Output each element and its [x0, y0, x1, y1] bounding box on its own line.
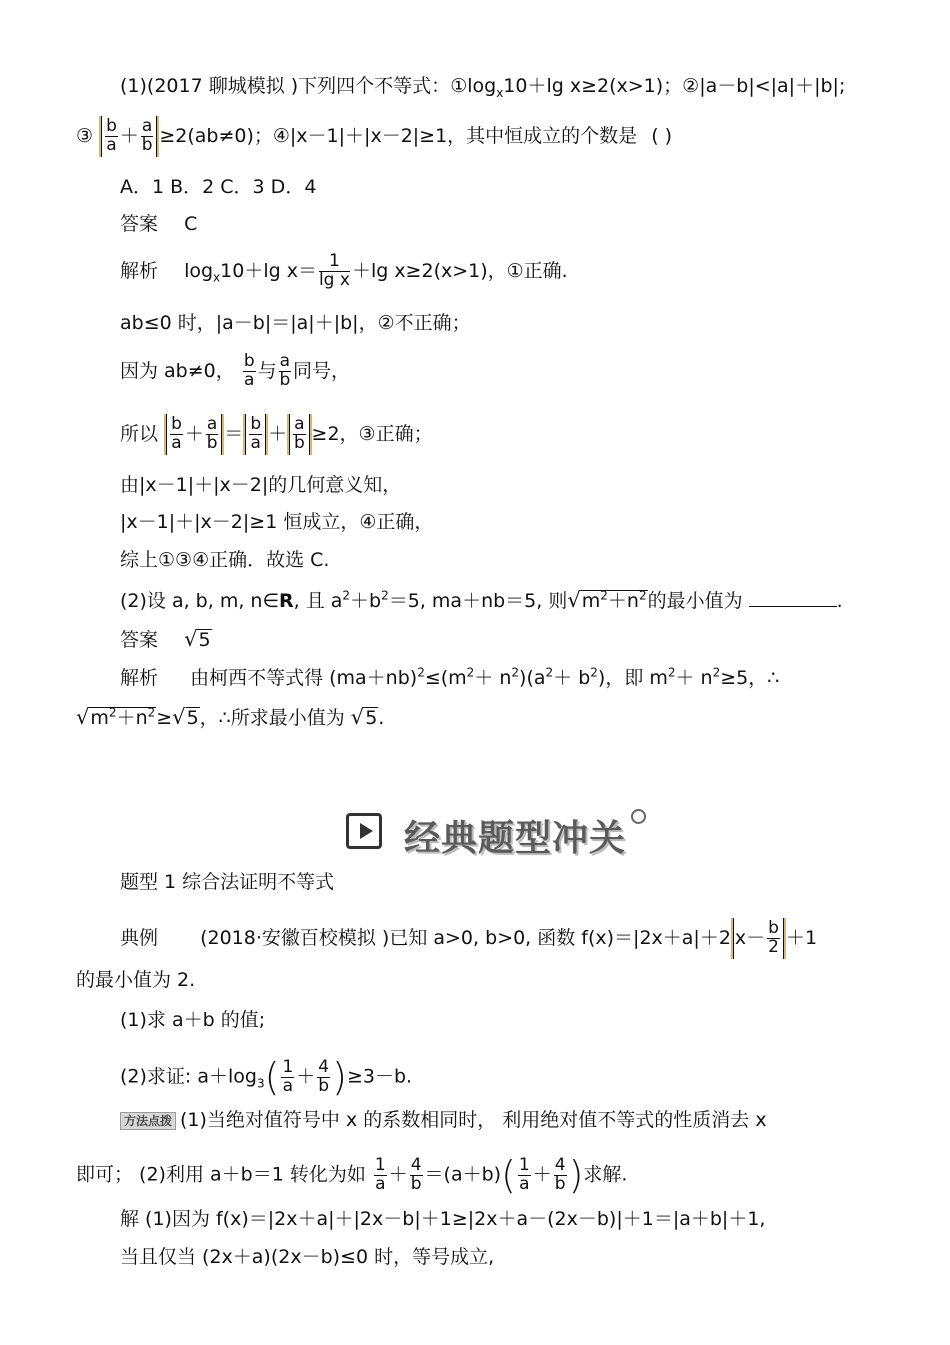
superscript: 2: [712, 665, 721, 680]
solution-type-1-line-2: 当且仅当 (2x＋a)(2x－b)≤0 时，等号成立,: [120, 1246, 495, 1268]
radicand: 5: [365, 707, 378, 729]
fraction: [293, 416, 305, 453]
denominator: lg x: [318, 269, 350, 290]
fraction: [319, 253, 350, 290]
denominator: a: [244, 369, 255, 390]
subscript: x: [213, 270, 221, 285]
numerator: a: [294, 414, 305, 434]
numerator: 1: [374, 1154, 386, 1175]
text: m: [581, 590, 601, 612]
plus: ＋: [607, 590, 627, 612]
text: log: [184, 259, 214, 282]
text: ≥3－b.: [346, 1065, 413, 1088]
numerator: 1: [282, 1056, 294, 1077]
superscript: 2: [417, 665, 425, 680]
text: )，即 m: [597, 667, 668, 689]
superscript: 2: [108, 705, 117, 720]
text: m: [90, 707, 109, 729]
text: (2)设 a, b, m, n∈: [120, 590, 279, 612]
text: 所以: [120, 422, 159, 445]
plus: ＋: [388, 1163, 408, 1186]
text: 即可； (2)利用 a＋b＝1 转化为如: [76, 1163, 366, 1186]
problem-1-line-1: [120, 74, 845, 98]
fraction: [141, 118, 153, 155]
denominator: a: [171, 432, 182, 453]
denominator: a: [250, 432, 261, 453]
numerator: 4: [554, 1154, 566, 1175]
right-paren: ): [332, 1055, 347, 1099]
text: 由柯西不等式得 (ma＋nb): [190, 667, 418, 689]
numerator: b: [106, 116, 117, 136]
equals: ＝: [224, 422, 244, 445]
text: (2)求证: a＋log: [120, 1065, 257, 1088]
superscript: 2: [342, 588, 351, 603]
superscript: 2: [511, 665, 520, 680]
numerator: b: [250, 414, 262, 434]
radicand: [581, 590, 648, 611]
text: 求解.: [583, 1163, 628, 1186]
text: ①log: [450, 75, 497, 97]
problem-1-intro: (1)(2017 聊城模拟 )下列四个不等式：: [120, 75, 451, 97]
text: 同号，: [293, 359, 351, 382]
denominator: a: [519, 1173, 530, 1194]
question-2: [120, 1055, 413, 1099]
denominator: 2: [768, 936, 779, 957]
text: n: [626, 590, 639, 612]
denominator: b: [206, 432, 218, 453]
example-line-2: 的最小值为 2.: [76, 969, 196, 991]
text: ＋1: [785, 926, 818, 949]
solution-1-line-7: 综上①③④正确．故选 C.: [120, 549, 330, 571]
solution-2-line-1: [120, 666, 779, 690]
plus: ＋: [116, 707, 136, 729]
answer-line-1: [120, 212, 197, 236]
play-icon: [346, 813, 382, 849]
text: 因为 ab≠0，: [120, 359, 235, 382]
numerator: 4: [318, 1056, 330, 1077]
fraction: [170, 416, 183, 453]
text: n: [135, 707, 148, 729]
text: ≥: [156, 707, 173, 729]
text: ≥2，③正确；: [311, 422, 433, 445]
numerator: b: [768, 918, 779, 938]
fraction: [105, 118, 118, 155]
numerator: a: [141, 116, 153, 136]
fraction: [410, 1154, 423, 1194]
sqrt-icon: √: [184, 627, 198, 651]
text: 的最小值为: [647, 590, 743, 612]
answer-value: 5: [198, 629, 211, 651]
method-tip-line-2: [76, 1153, 628, 1197]
problem-1-line-2: [76, 118, 672, 155]
section-heading: [338, 805, 650, 857]
text: ＝5, ma＋nb＝5, 则: [388, 590, 568, 612]
example-line-1: [120, 920, 817, 957]
abs-expression: [243, 416, 268, 453]
numerator: b: [243, 351, 255, 371]
superscript: 2: [590, 665, 598, 680]
text: ＋ n: [675, 667, 713, 689]
answer-bracket: ( ): [651, 124, 673, 147]
superscript: 2: [667, 665, 676, 680]
solution-1-line-4: [120, 416, 433, 453]
fraction: [554, 1154, 567, 1194]
registered-circle-icon: [631, 809, 646, 824]
fraction: [243, 353, 256, 390]
plus: ＋: [184, 422, 204, 445]
solution-1-line-5: 由|x－1|＋|x－2|的几何意义知，: [120, 474, 402, 496]
text: ＋ n: [474, 667, 512, 689]
left-paren: (: [264, 1055, 280, 1099]
denominator: b: [318, 1075, 330, 1096]
answer-blank[interactable]: [749, 590, 837, 607]
section-title: 经典题型冲关: [404, 818, 627, 859]
fraction: [374, 1154, 387, 1194]
solution-1-line-1: [120, 253, 568, 290]
sqrt-icon: √: [350, 705, 365, 729]
fraction: [206, 416, 218, 453]
example-label: 典例: [120, 926, 159, 949]
real-set: R: [279, 590, 294, 612]
sqrt-icon: √: [76, 705, 90, 729]
plus: ＋: [268, 422, 288, 445]
problem-2-question: (2)设 a, b, m, n∈R, 且 $a^2+b^2=5$, ma＋nb＝5, 则$√m^2+n^2$的最小值为 .: [120, 588, 843, 612]
solution-1-line-2: ab≤0 时，|a－b|＝|a|＋|b|，②不正确；: [120, 312, 471, 334]
numerator: b: [171, 414, 182, 434]
text: ≥2(ab≠0)；④|x－1|＋|x－2|≥1，其中恒成立的个数是: [159, 124, 638, 147]
solution-1-line-6: |x－1|＋|x－2|≥1 恒成立，④正确，: [120, 511, 434, 533]
superscript: 2: [381, 588, 389, 603]
text: ，∴所求最小值为: [199, 707, 345, 729]
text: 10＋lg x≥2(x>1)；②|a－b|<|a|＋|b|;: [503, 75, 846, 97]
fraction: [518, 1154, 531, 1194]
numerator: 1: [319, 253, 350, 272]
question-1: (1)求 a＋b 的值;: [120, 1009, 266, 1031]
text: ＝(a＋b): [424, 1163, 502, 1186]
superscript: 2: [600, 588, 608, 603]
marker-3: ③: [76, 124, 94, 147]
numerator: a: [206, 414, 218, 434]
fraction: [317, 1056, 330, 1096]
denominator: b: [554, 1173, 566, 1194]
denominator: a: [282, 1075, 294, 1096]
solution-1-line-3: [120, 353, 350, 390]
denominator: b: [293, 432, 305, 453]
denominator: a: [375, 1173, 386, 1194]
type-1-title: 题型 1 综合法证明不等式: [120, 871, 335, 893]
answer-label: 答案: [120, 629, 159, 651]
text: ＋ b: [553, 667, 591, 689]
right-paren: ): [568, 1153, 584, 1197]
denominator: b: [141, 134, 153, 155]
text: .: [378, 707, 385, 729]
numerator: 1: [518, 1154, 530, 1175]
superscript: 2: [466, 665, 475, 680]
method-badge: 方法点拨: [120, 1112, 176, 1130]
options-line: A．1 B．2 C．3 D．4: [120, 176, 317, 198]
solution-type-1-line-1: 解 (1)因为 f(x)＝|2x＋a|＋|2x－b|＋1≥|2x＋a－(2x－b)|＋1＝|a＋b|＋1,: [120, 1208, 766, 1230]
fraction: [279, 353, 291, 390]
abs-expression: [287, 416, 311, 453]
subscript: x: [496, 85, 504, 100]
left-paren: (: [501, 1153, 516, 1197]
text: ＋b: [350, 590, 382, 612]
superscript: 2: [147, 705, 156, 720]
method-tip-line-1: [120, 1108, 767, 1132]
denominator: b: [279, 369, 291, 390]
abs-expression: [731, 920, 786, 957]
text: ≤(m: [424, 667, 467, 689]
sqrt-icon: √: [172, 705, 186, 729]
text: , 且 a: [293, 590, 343, 612]
text: ≥5，∴: [720, 667, 780, 689]
plus: ＋: [119, 124, 139, 147]
text: x－: [734, 926, 766, 949]
plus: ＋: [532, 1163, 552, 1186]
answer-line-2: [120, 627, 212, 652]
fraction: [249, 416, 262, 453]
answer-label: 答案: [120, 213, 159, 235]
text: ＋lg x≥2(x>1)，①正确.: [351, 259, 568, 282]
numerator: 4: [410, 1154, 422, 1175]
abs-expression: [164, 416, 224, 453]
text: 10＋lg x＝: [220, 259, 317, 282]
superscript: 2: [545, 665, 554, 680]
fraction: [767, 920, 780, 957]
solution-2-line-2: [76, 705, 384, 730]
numerator: a: [279, 351, 291, 371]
abs-expression: [99, 118, 159, 155]
sqrt-icon: √: [567, 588, 581, 612]
radicand: 5: [186, 707, 199, 729]
answer-value: C: [184, 213, 198, 235]
superscript: 2: [638, 588, 647, 603]
text: (2018·安徽百校模拟 )已知 a>0, b>0, 函数 f(x)＝|2x＋a|＋2: [200, 926, 731, 949]
plus: ＋: [296, 1065, 316, 1088]
text: 与: [257, 359, 277, 382]
solution-label: 解析: [120, 667, 159, 689]
text: )(a: [519, 667, 546, 689]
denominator: b: [410, 1173, 422, 1194]
fraction: [281, 1056, 294, 1096]
text: (1)当绝对值符号中 x 的系数相同时， 利用绝对值不等式的性质消去 x: [180, 1109, 767, 1131]
denominator: a: [106, 134, 117, 155]
subscript: 3: [256, 1076, 265, 1091]
radicand: [89, 707, 156, 728]
solution-label: 解析: [120, 259, 159, 282]
